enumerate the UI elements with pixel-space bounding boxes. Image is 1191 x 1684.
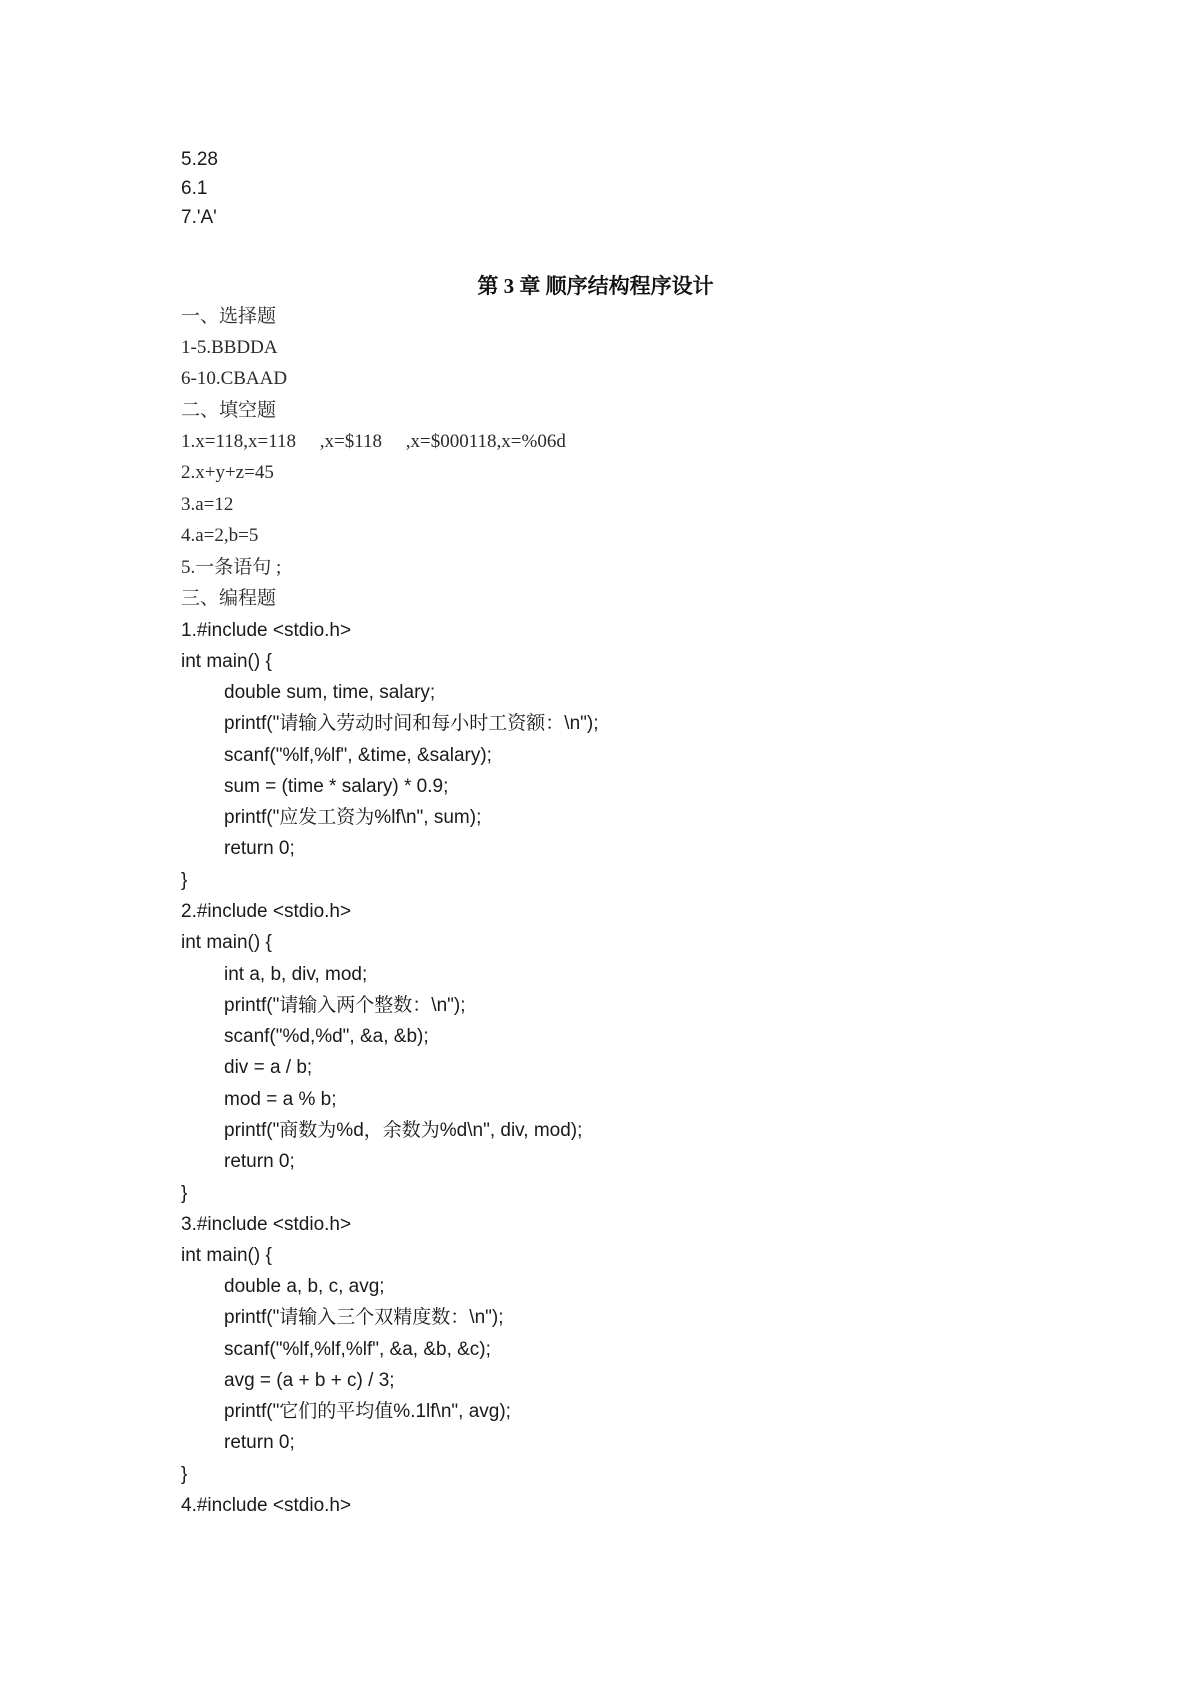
code-line: printf("请输入劳动时间和每小时工资额：\n"); bbox=[224, 713, 599, 734]
code-line: return 0; bbox=[224, 1151, 295, 1172]
section-heading-choice: 一、选择题 bbox=[181, 306, 277, 327]
code-line: 2.#include <stdio.h> bbox=[181, 901, 352, 922]
code-line: scanf("%d,%d", &a, &b); bbox=[224, 1026, 429, 1047]
code-line: div = a / b; bbox=[224, 1057, 313, 1078]
code-line: } bbox=[181, 1183, 188, 1204]
code-line: scanf("%lf,%lf,%lf", &a, &b, &c); bbox=[224, 1339, 491, 1360]
choice-answer-line: 1-5.BBDDA bbox=[181, 337, 278, 358]
fill-answer-line: 3.a=12 bbox=[181, 494, 234, 515]
code-line: scanf("%lf,%lf", &time, &salary); bbox=[224, 745, 492, 766]
answer-line: 5.28 bbox=[181, 149, 218, 170]
code-line: 1.#include <stdio.h> bbox=[181, 620, 352, 641]
code-line: printf("它们的平均值%.1lf\n", avg); bbox=[224, 1401, 511, 1422]
fill-answer-line: 1.x=118,x=118 ,x=$118 ,x=$000118,x=%06d bbox=[181, 431, 566, 452]
code-line: int main() { bbox=[181, 651, 272, 672]
code-line: int a, b, div, mod; bbox=[224, 964, 368, 985]
code-line: 4.#include <stdio.h> bbox=[181, 1495, 352, 1516]
code-line: printf("商数为%d，余数为%d\n", div, mod); bbox=[224, 1120, 583, 1141]
choice-answer-line: 6-10.CBAAD bbox=[181, 368, 288, 389]
section-heading-programming: 三、编程题 bbox=[181, 588, 277, 609]
code-line: int main() { bbox=[181, 1245, 272, 1266]
fill-answer-line: 4.a=2,b=5 bbox=[181, 525, 259, 546]
code-line: printf("应发工资为%lf\n", sum); bbox=[224, 807, 482, 828]
code-line: sum = (time * salary) * 0.9; bbox=[224, 776, 449, 797]
code-line: 3.#include <stdio.h> bbox=[181, 1214, 352, 1235]
code-line: avg = (a + b + c) / 3; bbox=[224, 1370, 395, 1391]
answer-line: 7.'A' bbox=[181, 207, 217, 228]
code-line: double a, b, c, avg; bbox=[224, 1276, 385, 1297]
code-line: printf("请输入两个整数：\n"); bbox=[224, 995, 466, 1016]
code-line: int main() { bbox=[181, 932, 272, 953]
answer-line: 6.1 bbox=[181, 178, 208, 199]
code-line: return 0; bbox=[224, 1432, 295, 1453]
code-line: } bbox=[181, 1464, 188, 1485]
section-heading-fill: 二、填空题 bbox=[181, 400, 277, 421]
fill-answer-line: 5.一条语句 ; bbox=[181, 557, 282, 578]
code-line: double sum, time, salary; bbox=[224, 682, 436, 703]
code-line: } bbox=[181, 870, 188, 891]
code-line: return 0; bbox=[224, 838, 295, 859]
code-line: mod = a % b; bbox=[224, 1089, 337, 1110]
fill-answer-line: 2.x+y+z=45 bbox=[181, 462, 274, 483]
code-line: printf("请输入三个双精度数：\n"); bbox=[224, 1307, 504, 1328]
chapter-title: 第 3 章 顺序结构程序设计 bbox=[477, 274, 714, 298]
